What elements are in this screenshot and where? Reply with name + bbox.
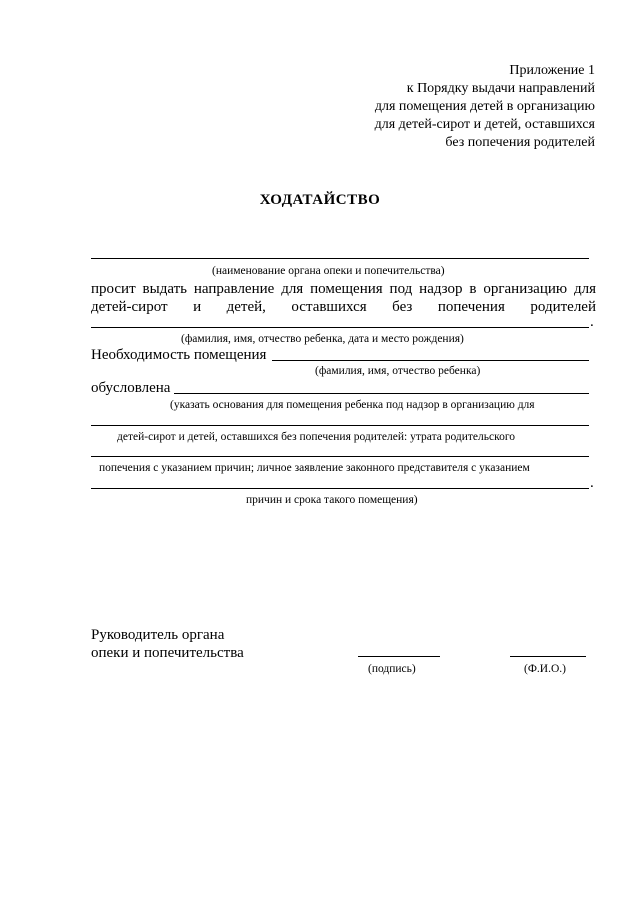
head-title-line: опеки и попечительства bbox=[91, 645, 244, 661]
child-info-line bbox=[91, 327, 589, 328]
request-line-1: просит выдать направление для помещения под надзор в организацию для bbox=[91, 281, 596, 297]
reason-label: обусловлена bbox=[91, 380, 171, 396]
signature-line bbox=[358, 656, 440, 657]
reason-note-1: (указать основания для помещения ребенка под надзор в организацию для bbox=[170, 399, 535, 411]
header-line: для помещения детей в организацию bbox=[374, 99, 595, 114]
reason-note-3: попечения с указанием причин; личное заявление законного представителя с указанием bbox=[99, 462, 530, 474]
signature-label: (подпись) bbox=[368, 663, 416, 675]
reason-line-2 bbox=[91, 425, 589, 426]
header-line: к Порядку выдачи направлений bbox=[406, 81, 595, 96]
child-info-note: (фамилия, имя, отчество ребенка, дата и место рождения) bbox=[181, 333, 464, 345]
document-title: ХОДАТАЙСТВО bbox=[259, 192, 381, 208]
head-title bbox=[91, 626, 244, 662]
head-title-line: Руководитель органа bbox=[91, 627, 225, 643]
necessity-line bbox=[272, 360, 589, 361]
reason-line-4 bbox=[91, 488, 589, 489]
organ-name-line bbox=[91, 258, 589, 259]
header-line: Приложение 1 bbox=[509, 63, 595, 78]
child-info-period: . bbox=[590, 314, 594, 330]
reason-note-4: причин и срока такого помещения) bbox=[246, 494, 418, 506]
organ-name-note: (наименование органа опеки и попечительства) bbox=[212, 265, 445, 277]
child-name-note: (фамилия, имя, отчество ребенка) bbox=[315, 365, 481, 377]
reason-line bbox=[174, 393, 589, 394]
header-line: без попечения родителей bbox=[445, 135, 595, 150]
request-line-2: детей-сирот и детей, оставшихся без попечения родителей bbox=[91, 299, 596, 315]
name-line bbox=[510, 656, 586, 657]
reason-line-3 bbox=[91, 456, 589, 457]
necessity-label: Необходимость помещения bbox=[91, 347, 267, 363]
reason-note-2: детей-сирот и детей, оставшихся без попечения родителей: утрата родительского bbox=[117, 431, 516, 443]
appendix-header bbox=[375, 62, 595, 152]
reason-period: . bbox=[590, 475, 594, 491]
name-label: (Ф.И.О.) bbox=[524, 663, 566, 675]
header-line: для детей-сирот и детей, оставшихся bbox=[374, 117, 595, 132]
